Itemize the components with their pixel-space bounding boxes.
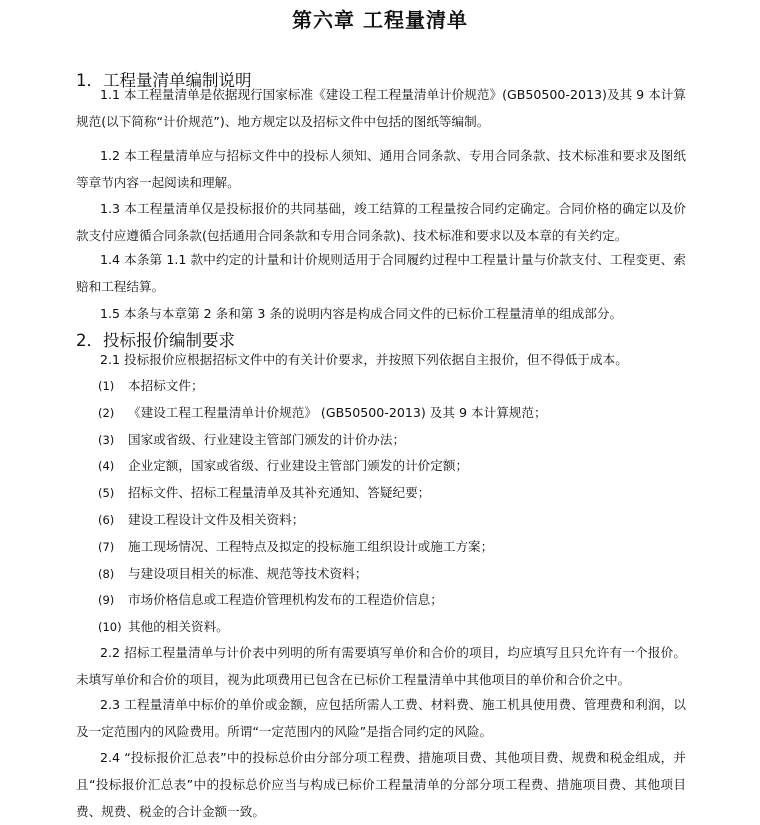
list-item [98,373,688,400]
list-marker: (8) [98,566,115,581]
list-item [98,507,688,534]
list-item [98,453,688,480]
list-item-text: 企业定额，国家或省级、行业建设主管部门颁发的计价定额； [128,458,469,474]
list-item [98,561,688,588]
paragraph-1-5: 1.5 本条与本章第 2 条和第 3 条的说明内容是构成合同文件的已标价工程量清单的组成部分。 [100,306,623,321]
paragraph-2-4: 2.4 “投标报价汇总表”中的投标总价由分部分项工程费、措施项目费、其他项目费、规费和税金组成，并且“投标报价汇总表”中的投标总价应当与构成已标价工程量清单的分部分项工程费、措施项目费、其他项目费、规费、税金的合计金额一致。 [76,750,686,819]
list-item [98,480,688,507]
list-item-text: 招标文件、招标工程量清单及其补充通知、答疑纪要； [128,485,431,501]
chapter-title: 第六章 工程量清单 [292,8,468,32]
list-marker: (5) [98,486,115,501]
list-item-text: 本招标文件； [128,378,204,393]
list-item-text: 与建设项目相关的标准、规范等技术资料； [128,565,368,581]
list-item-text: 《建设工程工程量清单计价规范》 (GB50500-2013) 及其 9 本计算规范； [128,404,547,420]
list-item [98,427,688,454]
list-item-text: 其他的相关资料。 [128,619,229,635]
list-item [98,534,688,561]
list-marker: (1) [98,379,115,393]
paragraph-1-2: 1.2 本工程量清单应与招标文件中的投标人须知、通用合同条款、专用合同条款、技术标准和要求及图纸等章节内容一起阅读和理解。 [76,148,686,190]
list-marker: (3) [98,432,115,447]
paragraph-2-2: 2.2 招标工程量清单与计价表中列明的所有需要填写单价和合价的项目，均应填写且只允许有一个报价。未填写单价和合价的项目，视为此项费用已包含在已标价工程量清单中其他项目的单价和合价之中。 [76,645,686,687]
list-item [98,587,688,614]
list-item [98,400,688,427]
list-item-text: 施工现场情况、工程特点及拟定的投标施工组织设计或施工方案； [128,538,494,554]
list-item [98,614,688,641]
list-marker: (7) [98,539,115,554]
list-marker: (10) [98,620,122,635]
paragraph-1-3: 1.3 本工程量清单仅是投标报价的共同基础，竣工结算的工程量按合同约定确定。合同价格的确定以及价款支付应遵循合同条款(包括通用合同条款和专用合同条款)、技术标准和要求以及本章的有关约定。 [76,201,686,243]
paragraph-2-3: 2.3 工程量清单中标价的单价或金额，应包括所需人工费、材料费、施工机具使用费、管理费和利润，以及一定范围内的风险费用。所谓“一定范围内的风险”是指合同约定的风险。 [76,697,686,739]
section-heading-1: 1．工程量清单编制说明 [76,71,252,90]
list-item-text: 建设工程设计文件及相关资料； [128,511,305,527]
list-marker: (4) [98,459,115,474]
list-marker: (6) [98,512,115,527]
paragraph-1-4: 1.4 本条第 1.1 款中约定的计量和计价规则适用于合同履约过程中工程量计量与价款支付、工程变更、索赔和工程结算。 [76,252,686,294]
paragraph-1-1: 1.1 本工程量清单是依据现行国家标准《建设工程工程量清单计价规范》(GB50500-2013)及其 9 本计算规范(以下简称“计价规范”)、地方规定以及招标文件中包括的图纸等编制。 [76,87,686,129]
list-item-text: 市场价格信息或工程造价管理机构发布的工程造价信息； [128,592,443,608]
list-marker: (2) [98,405,115,420]
list-marker: (9) [98,593,115,608]
paragraph-2-1: 2.1 投标报价应根据招标文件中的有关计价要求，并按照下列依据自主报价，但不得低于成本。 [100,352,628,367]
section-heading-2: 2．投标报价编制要求 [76,331,235,350]
basis-list [98,373,688,641]
list-item-text: 国家或省级、行业建设主管部门颁发的计价办法； [128,431,406,447]
